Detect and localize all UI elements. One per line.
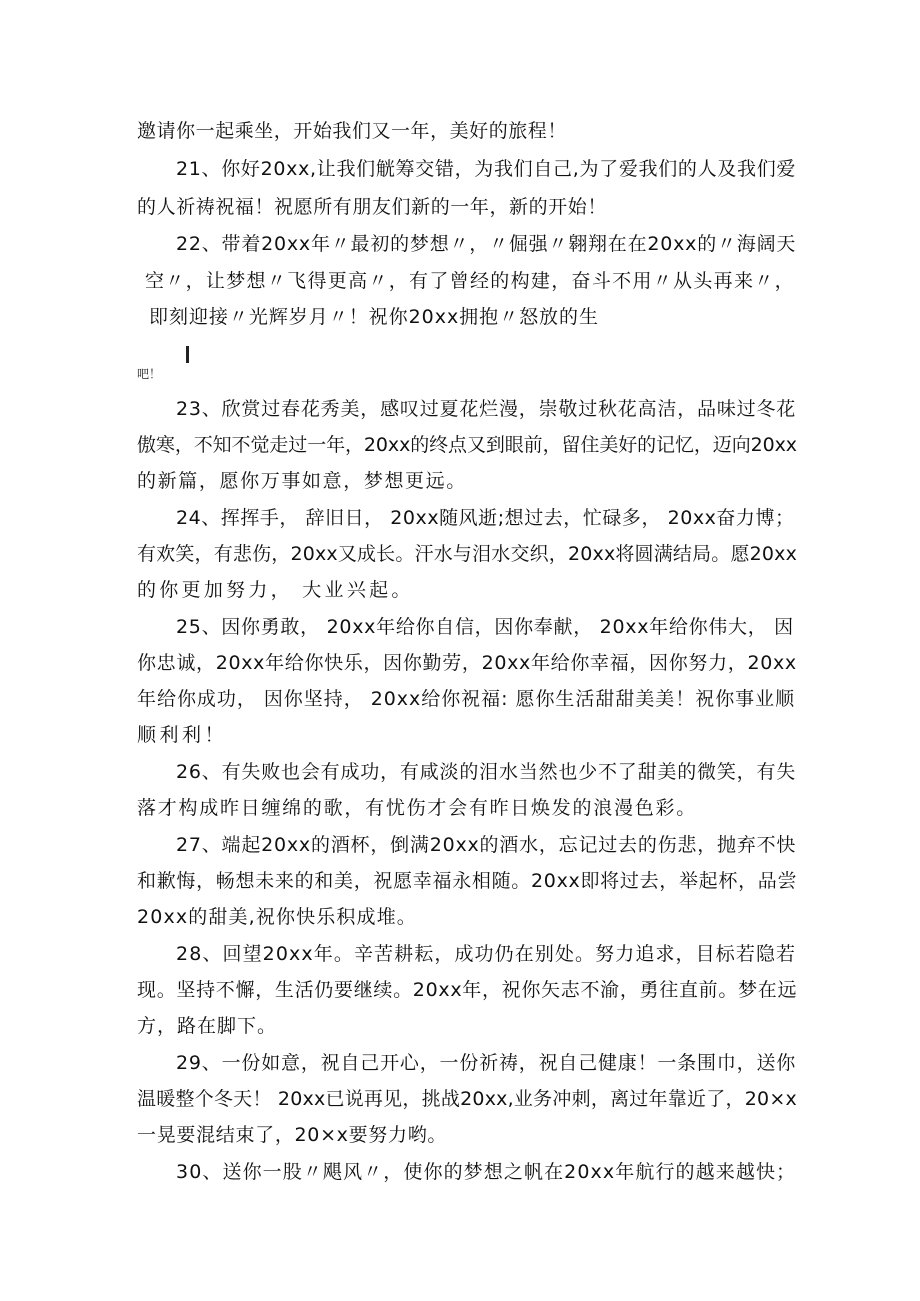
text-line: 空〃，让梦想〃飞得更高〃，有了曾经的构建，奋斗不用〃从头再来〃， — [145, 270, 795, 292]
text-line: 28、回望20xx年。辛苦耕耘，成功仍在别处。努力追求，目标若隐若 — [176, 943, 797, 965]
text-line: 落才构成昨日缠绵的歌，有忧伤才会有昨日焕发的浪漫色彩。 — [137, 797, 697, 819]
text-line: 20xx的甜美,祝你快乐积成堆。 — [137, 906, 417, 928]
text-line: 的你更加努力， 大业兴起。 — [137, 579, 414, 601]
text-cursor-mark — [186, 346, 189, 363]
text-line: 30、送你一股〃飓风〃，使你的梦想之帆在20xx年航行的越来越快； — [176, 1161, 797, 1183]
text-line: 你忠诚，20xx年给你快乐，因你勤劳，20xx年给你幸福，因你努力，20xx — [137, 652, 797, 674]
text-fragment: 吧！ — [137, 367, 162, 381]
text-line: 方，路在脚下。 — [137, 1015, 278, 1037]
text-line: 有欢笑，有悲伤，20xx又成长。汗水与泪水交织，20xx将圆满结局。愿20xx — [137, 543, 798, 565]
text-line: 29、一份如意，祝自己开心，一份祈祷，祝自己健康！一条围巾，送你 — [176, 1052, 797, 1074]
text-line: 一晃要混结束了，20×x要努力哟。 — [137, 1124, 448, 1146]
text-line: 26、有失败也会有成功，有咸淡的泪水当然也少不了甜美的微笑，有失 — [176, 761, 797, 783]
text-line: 即刻迎接〃光辉岁月〃！祝你20xx拥抱〃怒放的生 — [149, 306, 599, 328]
text-line: 25、因你勇敢， 20xx年给你自信，因你奉献， 20xx年给你伟大， 因 — [176, 616, 794, 638]
text-line: 现。坚持不懈，生活仍要继续。20xx年，祝你矢志不渝，勇往直前。梦在远 — [137, 979, 798, 1001]
text-line: 的新篇，愿你万事如意，梦想更远。 — [137, 470, 467, 492]
text-line: 年给你成功， 因你坚持， 20xx给你祝福: 愿你生活甜甜美美！祝你事业顺 — [137, 688, 796, 710]
text-line: 22、带着20xx年〃最初的梦想〃，〃倔强〃翱翔在在20xx的〃海阔天 — [176, 233, 797, 255]
text-line: 27、端起20xx的酒杯，倒满20xx的酒水，忘记过去的伤悲，抛弃不快 — [176, 834, 797, 856]
text-line: 和歉悔，畅想未来的和美，祝愿幸福永相随。20xx即将过去，举起杯，品尝 — [137, 870, 798, 892]
text-line: 顺利利！ — [137, 724, 228, 746]
text-line: 24、挥挥手， 辞旧日， 20xx随风逝;想过去，忙碌多， 20xx奋力博； — [176, 507, 795, 529]
text-line: 23、欣赏过春花秀美，感叹过夏花烂漫，崇敬过秋花高洁，品味过冬花 — [176, 398, 797, 420]
text-line: 傲寒，不知不觉走过一年，20xx的终点又到眼前，留住美好的记忆，迈向20xx — [137, 434, 797, 456]
text-line: 邀请你一起乘坐，开始我们又一年，美好的旅程！ — [137, 120, 567, 142]
text-line: 温暖整个冬天！ 20xx已说再见，挑战20xx,业务冲刺，离过年靠近了，20×x — [137, 1088, 797, 1110]
text-line: 21、你好20xx,让我们觥筹交错，为我们自己,为了爱我们的人及我们爱 — [176, 158, 797, 180]
text-line: 的人祈祷祝福！祝愿所有朋友们新的一年，新的开始！ — [137, 196, 607, 218]
